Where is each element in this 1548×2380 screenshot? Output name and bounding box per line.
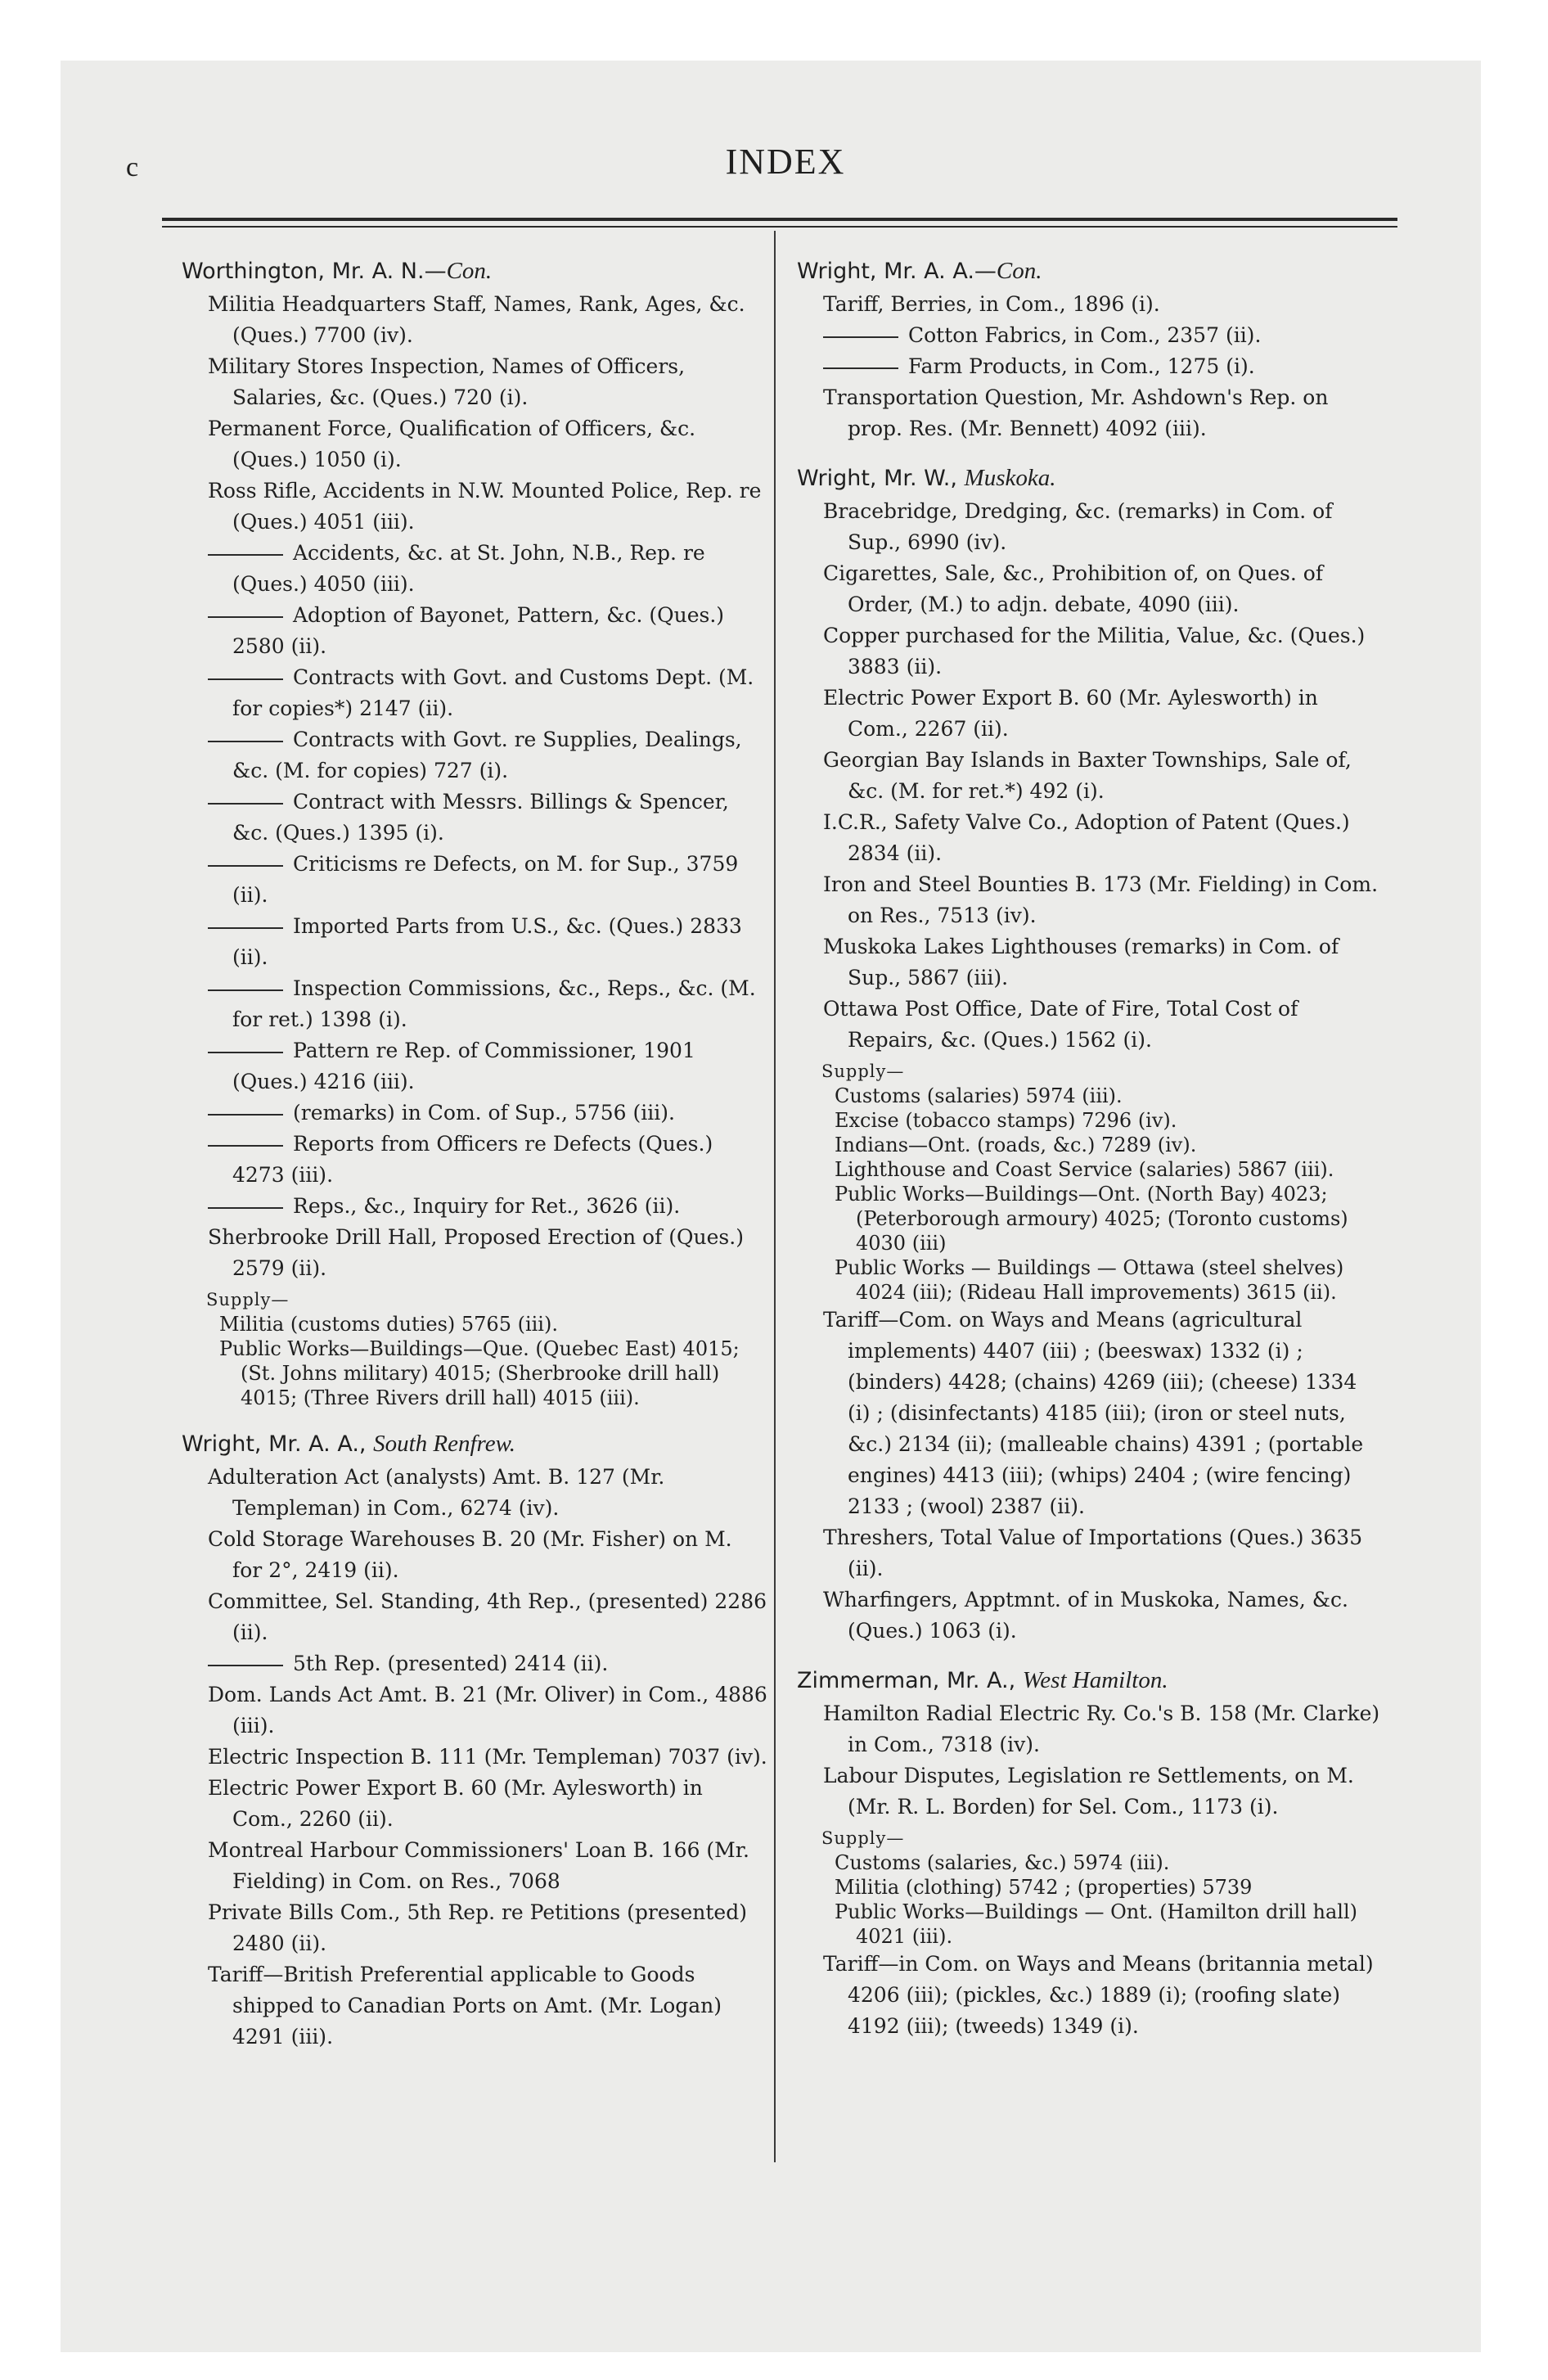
- member-riding: Muskoka.: [964, 465, 1056, 491]
- index-entry: Muskoka Lakes Lighthouses (remarks) in Com. of Sup., 5867 (iii).: [823, 935, 1339, 989]
- right-column: [797, 255, 1383, 2053]
- page-letter: c: [126, 152, 139, 183]
- member-heading: [182, 255, 767, 287]
- index-entry: Pattern re Rep. of Commissioner, 1901 (Ques.) 4216 (iii).: [183, 1035, 767, 1098]
- supply-item: Public Works—Buildings — Ont. (Hamilton drill hall) 4021 (iii).: [835, 1900, 1357, 1948]
- index-entry: Tariff—British Preferential applicable to Goods shipped to Canadian Ports on Amt. (Mr. Logan) 4291 (iii).: [208, 1963, 722, 2049]
- index-entry: Inspection Commissions, &c., Reps., &c. (M. for ret.) 1398 (i).: [183, 973, 767, 1035]
- member-name: Zimmerman, Mr. A.,: [797, 1668, 1023, 1693]
- ditto-dash: [208, 678, 283, 680]
- index-entry: Cold Storage Warehouses B. 20 (Mr. Fisher) on M. for 2°, 2419 (ii).: [208, 1527, 732, 1582]
- index-entry: (remarks) in Com. of Sup., 5756 (iii).: [183, 1098, 767, 1129]
- index-entry: Farm Products, in Com., 1275 (i).: [799, 351, 1383, 382]
- index-entry: Private Bills Com., 5th Rep. re Petitions (presented) 2480 (ii).: [208, 1900, 747, 1955]
- index-entry: Adoption of Bayonet, Pattern, &c. (Ques.) 2580 (ii).: [183, 600, 767, 662]
- ditto-dash: [208, 927, 283, 929]
- index-entry: Reports from Officers re Defects (Ques.) 4273 (iii).: [183, 1129, 767, 1191]
- ditto-dash: [208, 1114, 283, 1116]
- supply-label: Supply—: [821, 1062, 905, 1081]
- supply-item: Public Works—Buildings—Que. (Quebec East) 4015; (St. Johns military) 4015; (Sherbrooke drill hall) 4015; (Three Rivers drill hall) 4015 (iii).: [219, 1337, 740, 1409]
- member-heading: [797, 255, 1383, 287]
- index-entry: Labour Disputes, Legislation re Settlements, on M. (Mr. R. L. Borden) for Sel. Com., 1173 (i).: [823, 1764, 1354, 1819]
- index-entry: Contracts with Govt. and Customs Dept. (M. for copies*) 2147 (ii).: [183, 662, 767, 724]
- index-entry: Imported Parts from U.S., &c. (Ques.) 2833 (ii).: [183, 911, 767, 973]
- index-member-block: [797, 1665, 1383, 2042]
- index-entry: Cigarettes, Sale, &c., Prohibition of, on Ques. of Order, (M.) to adjn. debate, 4090 (iii).: [823, 561, 1324, 616]
- supply-item: Militia (clothing) 5742 ; (properties) 5739: [835, 1876, 1253, 1899]
- supply-item: Excise (tobacco stamps) 7296 (iv).: [835, 1109, 1177, 1132]
- member-riding: Con.: [996, 258, 1042, 284]
- ditto-dash: [208, 616, 283, 618]
- index-entry: Military Stores Inspection, Names of Officers, Salaries, &c. (Ques.) 720 (i).: [208, 354, 686, 409]
- member-name: Wright, Mr. A. A.,: [182, 1431, 374, 1457]
- index-entry: Montreal Harbour Commissioners' Loan B. 166 (Mr. Fielding) in Com. on Res., 7068: [208, 1838, 749, 1893]
- index-entry: Ross Rifle, Accidents in N.W. Mounted Police, Rep. re (Ques.) 4051 (iii).: [208, 479, 762, 534]
- index-entry: Electric Power Export B. 60 (Mr. Aylesworth) in Com., 2260 (ii).: [208, 1776, 703, 1831]
- index-entry: Sherbrooke Drill Hall, Proposed Erection of (Ques.) 2579 (ii).: [208, 1225, 744, 1280]
- index-entry: Wharfingers, Apptmnt. of in Muskoka, Names, &c. (Ques.) 1063 (i).: [823, 1588, 1348, 1643]
- ditto-dash: [208, 1207, 283, 1209]
- page-title: INDEX: [725, 142, 846, 182]
- ditto-dash: [208, 554, 283, 556]
- index-entry: Iron and Steel Bounties B. 173 (Mr. Fielding) in Com. on Res., 7513 (iv).: [823, 872, 1379, 927]
- index-entry: Threshers, Total Value of Importations (Ques.) 3635 (ii).: [823, 1526, 1363, 1580]
- supply-label: Supply—: [206, 1290, 290, 1309]
- index-entry: Criticisms re Defects, on M. for Sup., 3759 (ii).: [183, 849, 767, 911]
- supply-item: Indians—Ont. (roads, &c.) 7289 (iv).: [835, 1134, 1197, 1156]
- index-entry: Accidents, &c. at St. John, N.B., Rep. re (Ques.) 4050 (iii).: [183, 538, 767, 600]
- index-entry: Bracebridge, Dredging, &c. (remarks) in Com. of Sup., 6990 (iv).: [823, 499, 1333, 554]
- index-entry: Electric Power Export B. 60 (Mr. Aylesworth) in Com., 2267 (ii).: [823, 686, 1318, 741]
- index-entry: Permanent Force, Qualification of Officers, &c. (Ques.) 1050 (i).: [208, 417, 696, 471]
- index-entry: Tariff—in Com. on Ways and Means (britannia metal) 4206 (iii); (pickles, &c.) 1889 (i); (roofing slate) 4192 (iii); (tweeds) 1349 (i).: [823, 1952, 1374, 2038]
- index-entry: Transportation Question, Mr. Ashdown's Rep. on prop. Res. (Mr. Bennett) 4092 (iii).: [823, 385, 1329, 440]
- ditto-dash: [208, 989, 283, 991]
- left-column: [182, 255, 767, 2064]
- supply-item: Public Works—Buildings—Ont. (North Bay) 4023; (Peterborough armoury) 4025; (Toronto customs) 4030 (iii): [835, 1183, 1348, 1255]
- ditto-dash: [208, 865, 283, 867]
- member-name: Wright, Mr. A. A.—: [797, 259, 997, 284]
- index-entry: Reps., &c., Inquiry for Ret., 3626 (ii).: [183, 1191, 767, 1222]
- index-entry: Tariff—Com. on Ways and Means (agricultural implements) 4407 (iii) ; (beeswax) 1332 (i) ; (binders) 4428; (chains) 4269 (iii); (cheese) 1334 (i) ; (disinfectants) 4185 (iii); (iron or steel nuts, &c.) 2134 (ii); (malleable chains) 4391 ; (portable engines) 4413 (iii); (whips) 2404 ; (wire fencing) 2133 ; (wool) 2387 (ii).: [823, 1308, 1364, 1518]
- member-riding: West Hamilton.: [1022, 1667, 1168, 1693]
- supply-label: Supply—: [821, 1828, 905, 1848]
- supply-item: Customs (salaries) 5974 (iii).: [835, 1084, 1123, 1107]
- index-entry: 5th Rep. (presented) 2414 (ii).: [183, 1648, 767, 1679]
- index-entry: Adulteration Act (analysts) Amt. B. 127 (Mr. Templeman) in Com., 6274 (iv).: [208, 1465, 665, 1520]
- index-member-block: [182, 255, 767, 1410]
- index-entry: Copper purchased for the Militia, Value, &c. (Ques.) 3883 (ii).: [823, 624, 1366, 678]
- column-divider: [774, 231, 776, 2162]
- index-entry: Committee, Sel. Standing, 4th Rep., (presented) 2286 (ii).: [208, 1589, 767, 1644]
- ditto-dash: [208, 803, 283, 805]
- index-entry: Dom. Lands Act Amt. B. 21 (Mr. Oliver) in Com., 4886 (iii).: [208, 1683, 767, 1738]
- ditto-dash: [208, 1145, 283, 1147]
- index-member-block: [797, 255, 1383, 444]
- index-entry: Ottawa Post Office, Date of Fire, Total Cost of Repairs, &c. (Ques.) 1562 (i).: [823, 997, 1298, 1052]
- member-heading: [182, 1428, 767, 1460]
- supply-item: Customs (salaries, &c.) 5974 (iii).: [835, 1851, 1170, 1874]
- supply-item: Militia (customs duties) 5765 (iii).: [219, 1313, 558, 1336]
- index-entry: Cotton Fabrics, in Com., 2357 (ii).: [799, 320, 1383, 351]
- member-riding: South Renfrew.: [373, 1431, 516, 1457]
- supply-item: Lighthouse and Coast Service (salaries) 5867 (iii).: [835, 1158, 1334, 1181]
- member-name: Worthington, Mr. A. N.—: [182, 259, 447, 284]
- ditto-dash: [208, 1665, 283, 1666]
- member-heading: [797, 462, 1383, 494]
- index-entry: Militia Headquarters Staff, Names, Rank, Ages, &c. (Ques.) 7700 (iv).: [208, 292, 745, 347]
- supply-item: Public Works — Buildings — Ottawa (steel shelves) 4024 (iii); (Rideau Hall improvements) 3615 (ii).: [835, 1256, 1344, 1304]
- index-entry: Contracts with Govt. re Supplies, Dealings, &c. (M. for copies) 727 (i).: [183, 724, 767, 787]
- member-name: Wright, Mr. W.,: [797, 466, 965, 491]
- index-entry: I.C.R., Safety Valve Co., Adoption of Patent (Ques.) 2834 (ii).: [823, 810, 1350, 865]
- header-rule: [162, 218, 1397, 221]
- index-member-block: [182, 1428, 767, 2053]
- index-member-block: [797, 462, 1383, 1647]
- ditto-dash: [208, 1052, 283, 1053]
- index-entry: Georgian Bay Islands in Baxter Townships, Sale of, &c. (M. for ret.*) 492 (i).: [823, 748, 1352, 803]
- ditto-dash: [823, 367, 898, 369]
- index-entry: Tariff, Berries, in Com., 1896 (i).: [823, 292, 1160, 316]
- index-entry: Electric Inspection B. 111 (Mr. Templeman) 7037 (iv).: [208, 1745, 767, 1769]
- header-rule-thin: [162, 226, 1397, 228]
- ditto-dash: [823, 336, 898, 338]
- index-entry: Contract with Messrs. Billings & Spencer, &c. (Ques.) 1395 (i).: [183, 787, 767, 849]
- member-riding: Con.: [446, 258, 493, 284]
- ditto-dash: [208, 741, 283, 742]
- member-heading: [797, 1665, 1383, 1697]
- index-entry: Hamilton Radial Electric Ry. Co.'s B. 158 (Mr. Clarke) in Com., 7318 (iv).: [823, 1702, 1380, 1756]
